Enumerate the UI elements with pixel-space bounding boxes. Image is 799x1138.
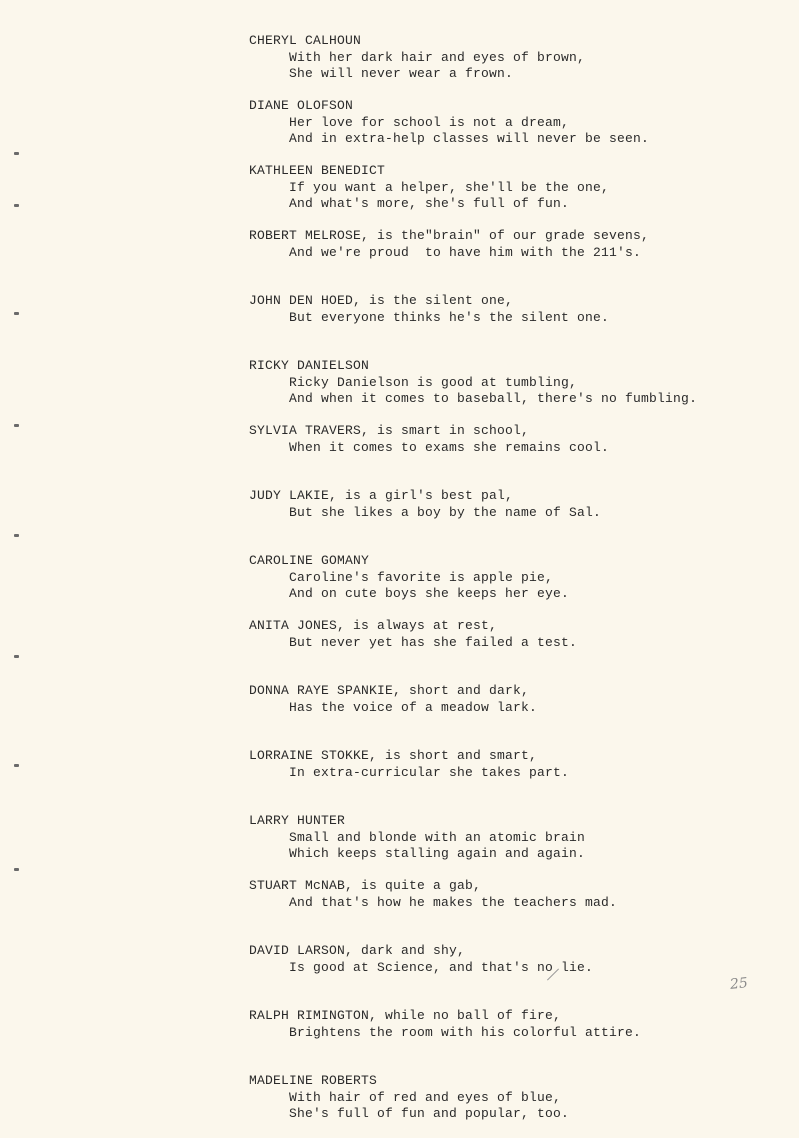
student-name: CAROLINE GOMANY <box>249 553 370 568</box>
verse-line: Ricky Danielson is good at tumbling, <box>289 374 578 390</box>
verse-entry <box>249 163 789 228</box>
student-name: DIANE OLOFSON <box>249 98 354 113</box>
verse-line: And what's more, she's full of fun. <box>289 196 570 211</box>
verse-line: But never yet has she failed a test. <box>289 634 578 650</box>
verse-line: But she likes a boy by the name of Sal. <box>289 504 602 520</box>
verse-entry <box>249 1008 789 1073</box>
verse-line: Caroline's favorite is apple pie, <box>289 569 554 585</box>
verse-entry <box>249 293 789 358</box>
margin-mark <box>14 655 19 658</box>
verse-entry <box>249 748 789 813</box>
verse-line: Which keeps stalling again and again. <box>289 846 586 861</box>
verse-line: Her love for school is not a dream, <box>289 114 570 130</box>
student-name: RICKY DANIELSON <box>249 358 370 373</box>
student-name: CHERYL CALHOUN <box>249 33 362 48</box>
verse-line: With her dark hair and eyes of brown, <box>289 49 586 65</box>
verse-line: When it comes to exams she remains cool. <box>289 439 610 455</box>
margin-mark <box>14 312 19 315</box>
margin-mark <box>14 152 19 155</box>
margin-mark <box>14 764 19 767</box>
verse-entry <box>249 33 789 98</box>
verse-entry <box>249 683 789 748</box>
margin-mark <box>14 424 19 427</box>
verse-entry <box>249 1073 789 1138</box>
student-name: SYLVIA TRAVERS, is smart in school, <box>249 423 530 438</box>
verse-entry <box>249 358 789 423</box>
verse-entry <box>249 553 789 618</box>
page-number: 25 <box>729 975 749 993</box>
student-name: ROBERT MELROSE, is the"brain" of our grade sevens, <box>249 228 650 243</box>
student-name: RALPH RIMINGTON, while no ball of fire, <box>249 1008 562 1023</box>
student-name: STUART McNAB, is quite a gab, <box>249 878 482 893</box>
verse-entry <box>249 813 789 878</box>
verse-line: And in extra-help classes will never be seen. <box>289 131 650 146</box>
student-name: KATHLEEN BENEDICT <box>249 163 386 178</box>
student-name: JUDY LAKIE, is a girl's best pal, <box>249 488 514 503</box>
verse-line: And when it comes to baseball, there's no fumbling. <box>289 391 698 406</box>
verse-line: And that's how he makes the teachers mad. <box>289 894 618 910</box>
verse-entry <box>249 98 789 163</box>
verse-entry <box>249 488 789 553</box>
verse-line: She's full of fun and popular, too. <box>289 1106 570 1121</box>
student-name: LARRY HUNTER <box>249 813 346 828</box>
verse-entry <box>249 228 789 293</box>
verse-line: And we're proud to have him with the 211's. <box>289 244 642 260</box>
student-name: MADELINE ROBERTS <box>249 1073 378 1088</box>
student-name: DAVID LARSON, dark and shy, <box>249 943 466 958</box>
verse-line: Is good at Science, and that's no lie. <box>289 959 594 975</box>
verse-line: But everyone thinks he's the silent one. <box>289 309 610 325</box>
verse-line: If you want a helper, she'll be the one, <box>289 179 610 195</box>
verse-line: And on cute boys she keeps her eye. <box>289 586 570 601</box>
margin-mark <box>14 868 19 871</box>
verse-entry <box>249 943 789 1008</box>
verse-line: Brightens the room with his colorful attire. <box>289 1024 642 1040</box>
verse-entry <box>249 878 789 943</box>
verse-entry <box>249 423 789 488</box>
verse-line: Small and blonde with an atomic brain <box>289 829 586 845</box>
student-name: JOHN DEN HOED, is the silent one, <box>249 293 514 308</box>
verse-list <box>249 33 789 1138</box>
student-name: DONNA RAYE SPANKIE, short and dark, <box>249 683 530 698</box>
margin-mark <box>14 534 19 537</box>
verse-line: Has the voice of a meadow lark. <box>289 699 538 715</box>
verse-entry <box>249 618 789 683</box>
margin-mark <box>14 204 19 207</box>
student-name: ANITA JONES, is always at rest, <box>249 618 498 633</box>
verse-line: In extra-curricular she takes part. <box>289 764 570 780</box>
student-name: LORRAINE STOKKE, is short and smart, <box>249 748 538 763</box>
verse-line: With hair of red and eyes of blue, <box>289 1089 562 1105</box>
verse-line: She will never wear a frown. <box>289 66 514 81</box>
